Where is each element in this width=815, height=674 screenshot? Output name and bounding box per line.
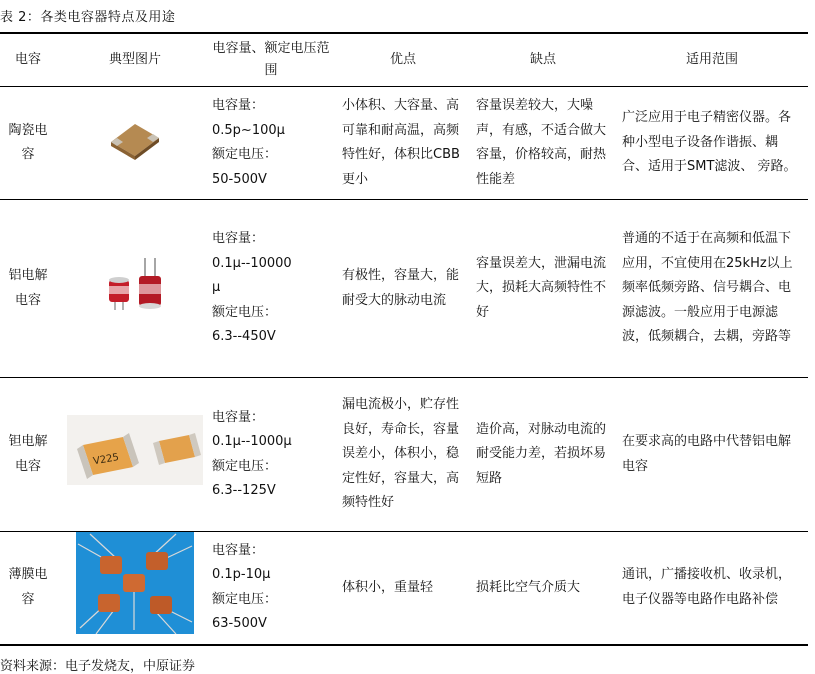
cons-cell: 造价高，对脉动电流的耐受能力差，若损坏易短路	[476, 421, 607, 486]
typical-picture	[64, 87, 206, 200]
chip-marking: V225	[92, 451, 120, 468]
table-row	[0, 87, 808, 200]
header-row	[0, 33, 808, 87]
ceramic-capacitor-image	[105, 114, 165, 162]
range-cell: 电容量： 0.1μ--10000 μ 额定电压： 6.3--450V	[212, 231, 292, 345]
cons-cell: 容量误差大，泄漏电流大，损耗大高频特性不好	[476, 255, 607, 320]
pros-cell: 小体积、大容量、高可靠和耐高温，高频特性好，体积比CBB更小	[342, 98, 460, 187]
typical-picture	[64, 532, 206, 645]
film-capacitor-image	[76, 532, 194, 634]
capacitor-name: 铝电解 电容	[8, 268, 48, 308]
usage-cell: 普通的不适于在高频和低温下应用，不宜使用在25kHz以上频率低频旁路、信号耦合、电源滤波。一般应用于电源滤波，低频耦合，去耦，旁路等	[622, 231, 793, 345]
aluminum-capacitor-image	[103, 256, 167, 312]
usage-cell: 通讯，广播接收机、收录机，电子仪器等电路作电路补偿	[622, 567, 792, 607]
header-pros: 优点	[389, 52, 416, 67]
capacitor-name: 陶瓷电 容	[8, 122, 48, 162]
capacitor-name: 钽电解 电容	[8, 434, 48, 474]
typical-picture	[64, 378, 206, 532]
header-usage: 适用范围	[685, 52, 738, 67]
header-capacitor: 电容	[14, 52, 41, 67]
header-picture: 典型图片	[108, 52, 161, 67]
range-cell: 电容量： 0.1μ--1000μ 额定电压： 6.3--125V	[212, 409, 292, 498]
pros-cell: 体积小，重量轻	[342, 579, 434, 595]
range-cell: 电容量： 0.5p~100μ 额定电压： 50-500V	[212, 98, 285, 187]
table-row	[0, 532, 808, 645]
pros-cell: 有极性，容量大，能耐受大的脉动电流	[342, 268, 460, 308]
source-note: 资料来源：电子发烧友，中原证券	[0, 659, 196, 674]
tantalum-capacitor-image	[67, 415, 203, 485]
cons-cell: 损耗比空气介质大	[476, 579, 581, 595]
usage-cell: 广泛应用于电子精密仪器。各种小型电子设备作谐振、耦合、适用于SMT滤波、 旁路。	[622, 110, 797, 175]
table-row	[0, 378, 808, 532]
table-caption: 表 2：各类电容器特点及用途	[0, 10, 176, 25]
capacitor-table	[0, 32, 808, 646]
usage-cell: 在要求高的电路中代替铝电解电容	[622, 434, 792, 474]
header-range: 电容量、额定电压范围	[212, 41, 330, 78]
cons-cell: 容量误差较大，大噪声，有感，不适合做大容量，价格较高，耐热性能差	[476, 98, 607, 187]
table-row	[0, 200, 808, 378]
capacitor-name: 薄膜电 容	[8, 567, 48, 607]
range-cell: 电容量： 0.1p-10μ 额定电压： 63-500V	[212, 542, 278, 632]
header-cons: 缺点	[529, 52, 556, 67]
pros-cell: 漏电流极小，贮存性良好，寿命长，容量误差小，体积小，稳定性好，容量大，高频特性好	[342, 397, 460, 511]
typical-picture	[64, 200, 206, 378]
